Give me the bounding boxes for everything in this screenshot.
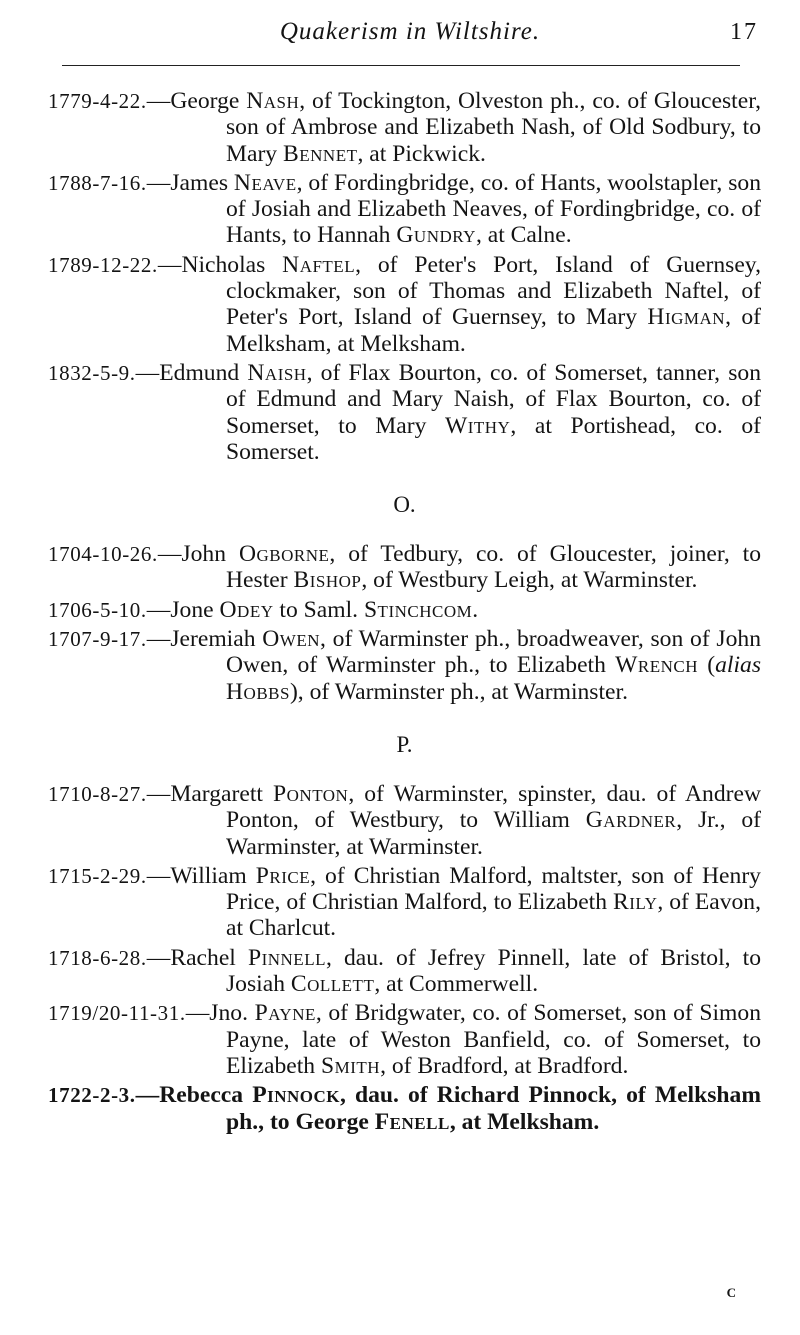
running-title: Quakerism in Wiltshire. (279, 18, 541, 45)
entry-text: —James (146, 169, 234, 196)
entry-text: , of Christian Malford, maltster, son of Henry Price, of Christian Malford, to Elizabeth (226, 862, 761, 916)
register-entry (48, 88, 761, 167)
page-number: 17 (730, 19, 758, 45)
header-rule (62, 65, 740, 66)
entry-text: , of Melksham, at Melksham. (226, 304, 762, 357)
register-entry (48, 945, 761, 998)
entry-text: —John (157, 541, 239, 568)
person-surname: Fenell (374, 1108, 450, 1135)
entry-text: ( (698, 652, 716, 679)
entries-o-list (48, 541, 761, 705)
entry-text: —Jeremiah (146, 626, 263, 653)
person-surname: Ponton (273, 780, 349, 807)
page-header (60, 18, 760, 58)
person-surname: Hobbs (226, 678, 290, 705)
entry-text: —Margarett (146, 780, 274, 807)
entry-date: 1704-10-26. (48, 542, 158, 567)
entry-date: 1789-12-22. (48, 252, 158, 277)
entry-text: —William (146, 862, 256, 889)
person-surname: Gundry (396, 222, 476, 249)
entry-text: , at Commerwell. (374, 971, 539, 998)
entry-text: —Rebecca (135, 1082, 253, 1109)
entry-text: . (472, 596, 479, 623)
register-entry (48, 863, 761, 942)
register-entry (48, 781, 761, 860)
register-entry (48, 252, 761, 357)
person-surname: Collett (290, 971, 375, 998)
entry-text: —Edmund (135, 359, 248, 386)
person-surname: Bishop (293, 567, 362, 594)
person-surname: Bennet (283, 140, 358, 167)
entry-text: , of Bridgwater, co. of Somerset, son of Simon Payne, late of Weston Banfield, co. of Somerset, to Elizabeth (226, 1000, 761, 1079)
person-surname: Higman (647, 304, 726, 331)
entry-date: 1779-4-22. (48, 89, 147, 113)
section-heading-o: O. (393, 492, 416, 518)
person-surname: Naish (247, 359, 307, 386)
italic-text: alias (715, 652, 762, 679)
entry-text: , at Calne. (475, 222, 572, 249)
register-entry (48, 541, 761, 594)
entry-text: , of Tockington, Olveston ph., co. of Gloucester, son of Ambrose and Elizabeth Nash, of Old Sodbury, to Mary (226, 88, 762, 167)
person-surname: Stinchcom (363, 596, 473, 623)
entry-text: , of Westbury Leigh, at Warminster. (361, 567, 698, 594)
entry-text: to Saml. (273, 596, 364, 623)
register-entry (48, 1082, 761, 1135)
entry-text: , at Melksham. (449, 1108, 600, 1135)
register-entry (48, 1000, 761, 1079)
entry-date: 1707-9-17. (48, 627, 147, 652)
entry-text: , of Fordingbridge, co. of Hants, woolstapler, son of Josiah and Elizabeth Neaves, of Fordingbridge, co. of Hants, to Hannah (226, 169, 761, 249)
entry-text: , of Warminster ph., broadweaver, son of John Owen, of Warminster ph., to Elizabeth (226, 626, 761, 679)
register-entry (48, 626, 761, 705)
person-surname: Rily (612, 889, 658, 916)
person-surname: Gardner (585, 807, 677, 834)
person-surname: Wrench (615, 652, 699, 679)
entry-text: , of Bradford, at Bradford. (380, 1052, 629, 1079)
register-entry (48, 170, 761, 249)
register-entry (48, 360, 761, 465)
person-surname: Pinnell (247, 944, 326, 971)
person-surname: Smith (321, 1052, 381, 1079)
entry-text: , of Eavon, at Charlcut. (226, 889, 761, 942)
entry-text: ), of Warminster ph., at Warminster. (289, 678, 628, 705)
person-surname: Nash (246, 88, 300, 114)
person-surname: Owen (262, 626, 320, 653)
entry-text: —Jone (146, 596, 220, 623)
entry-text: , dau. of Richard Pinnock, of Melksham ph., to George (226, 1082, 761, 1135)
register-entry (48, 597, 761, 623)
entry-date: 1706-5-10. (48, 597, 147, 622)
entry-text: , dau. of Jefrey Pinnell, late of Bristol, to Josiah (226, 944, 761, 998)
entry-date: 1719/20-11-31. (48, 1001, 186, 1026)
marriage-entries (48, 88, 761, 1138)
signature-mark: c (726, 1281, 736, 1302)
entry-text: , of Flax Bourton, co. of Somerset, tanner, son of Edmund and Mary Naish, of Flax Bourton, co. of Somerset, to Mary (226, 359, 761, 439)
person-surname: Odey (219, 596, 274, 623)
person-surname: Neave (233, 169, 297, 196)
entry-text: , at Portishead, co. of Somerset. (226, 412, 761, 465)
person-surname: Payne (254, 1000, 316, 1027)
entry-text: , of Peter's Port, Island of Guernsey, clockmaker, son of Thomas and Elizabeth Naftel, of Peter's Port, Island of Guernsey, to Mary (226, 251, 761, 331)
entry-text: , Jr., of Warminster, at Warminster. (226, 807, 761, 860)
entry-text: —Rachel (146, 944, 248, 971)
entries-p-list (48, 781, 761, 1135)
entry-date: 1710-8-27. (48, 781, 147, 806)
entry-text: , of Tedbury, co. of Gloucester, joiner, to Hester (226, 541, 761, 594)
person-surname: Ogborne (238, 541, 330, 568)
entry-date: 1832-5-9. (48, 360, 136, 385)
entry-text: , of Warminster, spinster, dau. of Andrew Ponton, of Westbury, to William (226, 780, 761, 834)
entry-text: —Jno. (185, 1000, 255, 1027)
entry-date: 1715-2-29. (48, 863, 147, 888)
entry-date: 1722-2-3. (48, 1083, 136, 1108)
person-surname: Withy (444, 412, 511, 439)
entries-n-list (48, 88, 761, 465)
section-heading-p: P. (396, 731, 413, 757)
person-surname: Price (255, 862, 311, 889)
entry-text: —Nicholas (157, 251, 283, 278)
entry-text: —George (146, 88, 247, 114)
person-surname: Naftel (282, 251, 356, 278)
entry-date: 1718-6-28. (48, 945, 147, 970)
person-surname: Pinnock (252, 1082, 340, 1109)
entry-date: 1788-7-16. (48, 170, 147, 195)
entry-text: , at Pickwick. (357, 140, 486, 167)
